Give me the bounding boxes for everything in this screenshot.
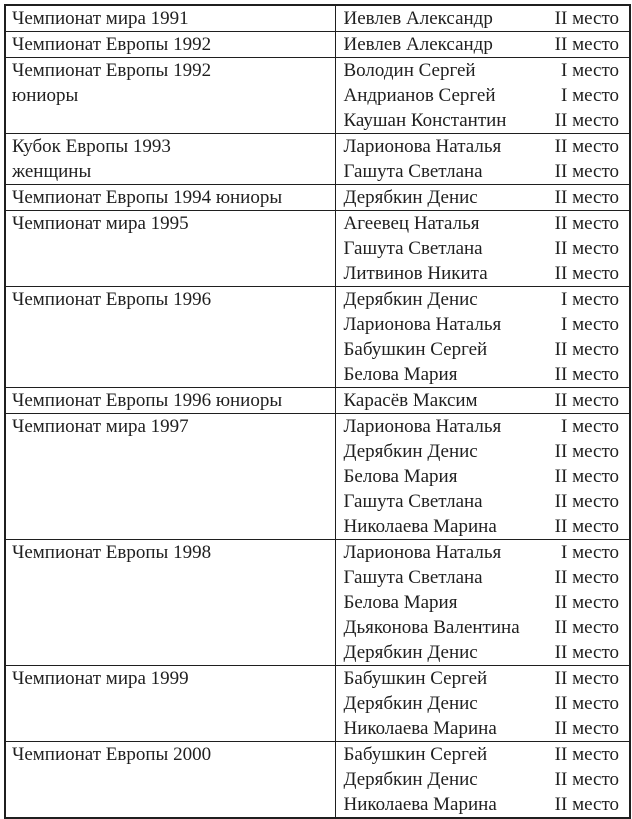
- place-value: I место: [561, 314, 619, 335]
- place-value: I место: [561, 85, 619, 106]
- table-row: [5, 388, 630, 414]
- event-line: Чемпионат Европы 1994 юниоры: [12, 187, 283, 208]
- event-cell: [5, 666, 335, 742]
- place-value: II место: [554, 668, 619, 689]
- place-value: II место: [554, 8, 619, 29]
- athlete-names-cell: [335, 211, 542, 287]
- athlete-name: Белова Мария: [343, 466, 458, 487]
- places-cell: [542, 134, 630, 185]
- event-cell: [5, 540, 335, 666]
- athlete-name: Гашута Светлана: [343, 567, 483, 588]
- place-value: II место: [554, 567, 619, 588]
- place-value: II место: [554, 794, 619, 815]
- athlete-names-cell: [335, 32, 542, 58]
- places-cell: [542, 388, 630, 414]
- place-value: II место: [554, 238, 619, 259]
- table-row: [5, 211, 630, 287]
- table-row: [5, 185, 630, 211]
- athlete-name: Агеевец Наталья: [343, 213, 480, 234]
- athlete-name: Литвинов Никита: [343, 263, 488, 284]
- place-value: II место: [554, 339, 619, 360]
- athlete-name: Иевлев Александр: [343, 8, 493, 29]
- athlete-name: Дьяконова Валентина: [343, 617, 520, 638]
- athlete-name: Ларионова Наталья: [343, 314, 502, 335]
- athlete-name: Дерябкин Денис: [343, 693, 478, 714]
- place-value: II место: [554, 364, 619, 385]
- places-cell: [542, 742, 630, 819]
- places-cell: [542, 287, 630, 388]
- athlete-name: Карасёв Максим: [343, 390, 478, 411]
- athlete-name: Дерябкин Денис: [343, 769, 478, 790]
- place-value: II место: [554, 34, 619, 55]
- athlete-names-cell: [335, 414, 542, 540]
- athlete-name: Бабушкин Сергей: [343, 744, 488, 765]
- athlete-names-cell: [335, 58, 542, 134]
- athlete-names-cell: [335, 540, 542, 666]
- athlete-name: Дерябкин Денис: [343, 441, 478, 462]
- place-value: II место: [554, 744, 619, 765]
- event-cell: [5, 134, 335, 185]
- results-table-body: [5, 5, 630, 818]
- table-row: [5, 32, 630, 58]
- place-value: II место: [554, 491, 619, 512]
- place-value: II место: [554, 693, 619, 714]
- place-value: II место: [554, 136, 619, 157]
- event-line: юниоры: [12, 85, 79, 106]
- event-line: Чемпионат мира 1997: [12, 416, 189, 437]
- athlete-name: Гашута Светлана: [343, 161, 483, 182]
- athlete-names-cell: [335, 5, 542, 32]
- places-cell: [542, 540, 630, 666]
- athlete-name: Гашута Светлана: [343, 238, 483, 259]
- event-cell: [5, 185, 335, 211]
- place-value: II место: [554, 466, 619, 487]
- athlete-name: Бабушкин Сергей: [343, 339, 488, 360]
- event-cell: [5, 58, 335, 134]
- place-value: I место: [561, 60, 619, 81]
- athlete-name: Белова Мария: [343, 364, 458, 385]
- places-cell: [542, 666, 630, 742]
- event-line: Кубок Европы 1993: [12, 136, 171, 157]
- athlete-name: Андрианов Сергей: [343, 85, 496, 106]
- place-value: II место: [554, 718, 619, 739]
- place-value: II место: [554, 390, 619, 411]
- event-line: Чемпионат Европы 1992: [12, 60, 212, 81]
- event-cell: [5, 388, 335, 414]
- event-cell: [5, 742, 335, 819]
- place-value: II место: [554, 642, 619, 663]
- championship-results-table: [4, 4, 631, 819]
- places-cell: [542, 5, 630, 32]
- athlete-name: Бабушкин Сергей: [343, 668, 488, 689]
- athlete-name: Иевлев Александр: [343, 34, 493, 55]
- place-value: II место: [554, 161, 619, 182]
- place-value: II место: [554, 110, 619, 131]
- event-line: Чемпионат мира 1991: [12, 8, 189, 29]
- athlete-name: Гашута Светлана: [343, 491, 483, 512]
- event-line: Чемпионат Европы 1996 юниоры: [12, 390, 283, 411]
- athlete-name: Дерябкин Денис: [343, 187, 478, 208]
- table-row: [5, 134, 630, 185]
- places-cell: [542, 32, 630, 58]
- table-row: [5, 5, 630, 32]
- places-cell: [542, 185, 630, 211]
- places-cell: [542, 58, 630, 134]
- athlete-names-cell: [335, 134, 542, 185]
- athlete-name: Ларионова Наталья: [343, 416, 502, 437]
- event-cell: [5, 5, 335, 32]
- athlete-name: Ларионова Наталья: [343, 136, 502, 157]
- athlete-name: Ларионова Наталья: [343, 542, 502, 563]
- place-value: I место: [561, 289, 619, 310]
- athlete-names-cell: [335, 287, 542, 388]
- table-row: [5, 666, 630, 742]
- athlete-name: Дерябкин Денис: [343, 642, 478, 663]
- place-value: II место: [554, 263, 619, 284]
- event-cell: [5, 414, 335, 540]
- event-line: Чемпионат Европы 2000: [12, 744, 212, 765]
- athlete-name: Николаева Марина: [343, 718, 497, 739]
- event-cell: [5, 287, 335, 388]
- event-line: женщины: [12, 161, 92, 182]
- place-value: II место: [554, 441, 619, 462]
- place-value: II место: [554, 617, 619, 638]
- places-cell: [542, 414, 630, 540]
- table-row: [5, 58, 630, 134]
- athlete-name: Дерябкин Денис: [343, 289, 478, 310]
- place-value: I место: [561, 542, 619, 563]
- event-line: Чемпионат мира 1995: [12, 213, 189, 234]
- athlete-names-cell: [335, 666, 542, 742]
- athlete-name: Николаева Марина: [343, 794, 497, 815]
- event-cell: [5, 211, 335, 287]
- athlete-name: Каушан Константин: [343, 110, 507, 131]
- athlete-names-cell: [335, 388, 542, 414]
- table-row: [5, 540, 630, 666]
- athlete-names-cell: [335, 742, 542, 819]
- event-line: Чемпионат Европы 1998: [12, 542, 212, 563]
- event-cell: [5, 32, 335, 58]
- place-value: II место: [554, 592, 619, 613]
- table-row: [5, 742, 630, 819]
- table-row: [5, 414, 630, 540]
- place-value: II место: [554, 187, 619, 208]
- place-value: II место: [554, 769, 619, 790]
- athlete-names-cell: [335, 185, 542, 211]
- place-value: II место: [554, 213, 619, 234]
- athlete-name: Володин Сергей: [343, 60, 476, 81]
- place-value: II место: [554, 516, 619, 537]
- event-line: Чемпионат Европы 1992: [12, 34, 212, 55]
- event-line: Чемпионат мира 1999: [12, 668, 189, 689]
- athlete-name: Николаева Марина: [343, 516, 497, 537]
- athlete-name: Белова Мария: [343, 592, 458, 613]
- places-cell: [542, 211, 630, 287]
- place-value: I место: [561, 416, 619, 437]
- table-row: [5, 287, 630, 388]
- event-line: Чемпионат Европы 1996: [12, 289, 212, 310]
